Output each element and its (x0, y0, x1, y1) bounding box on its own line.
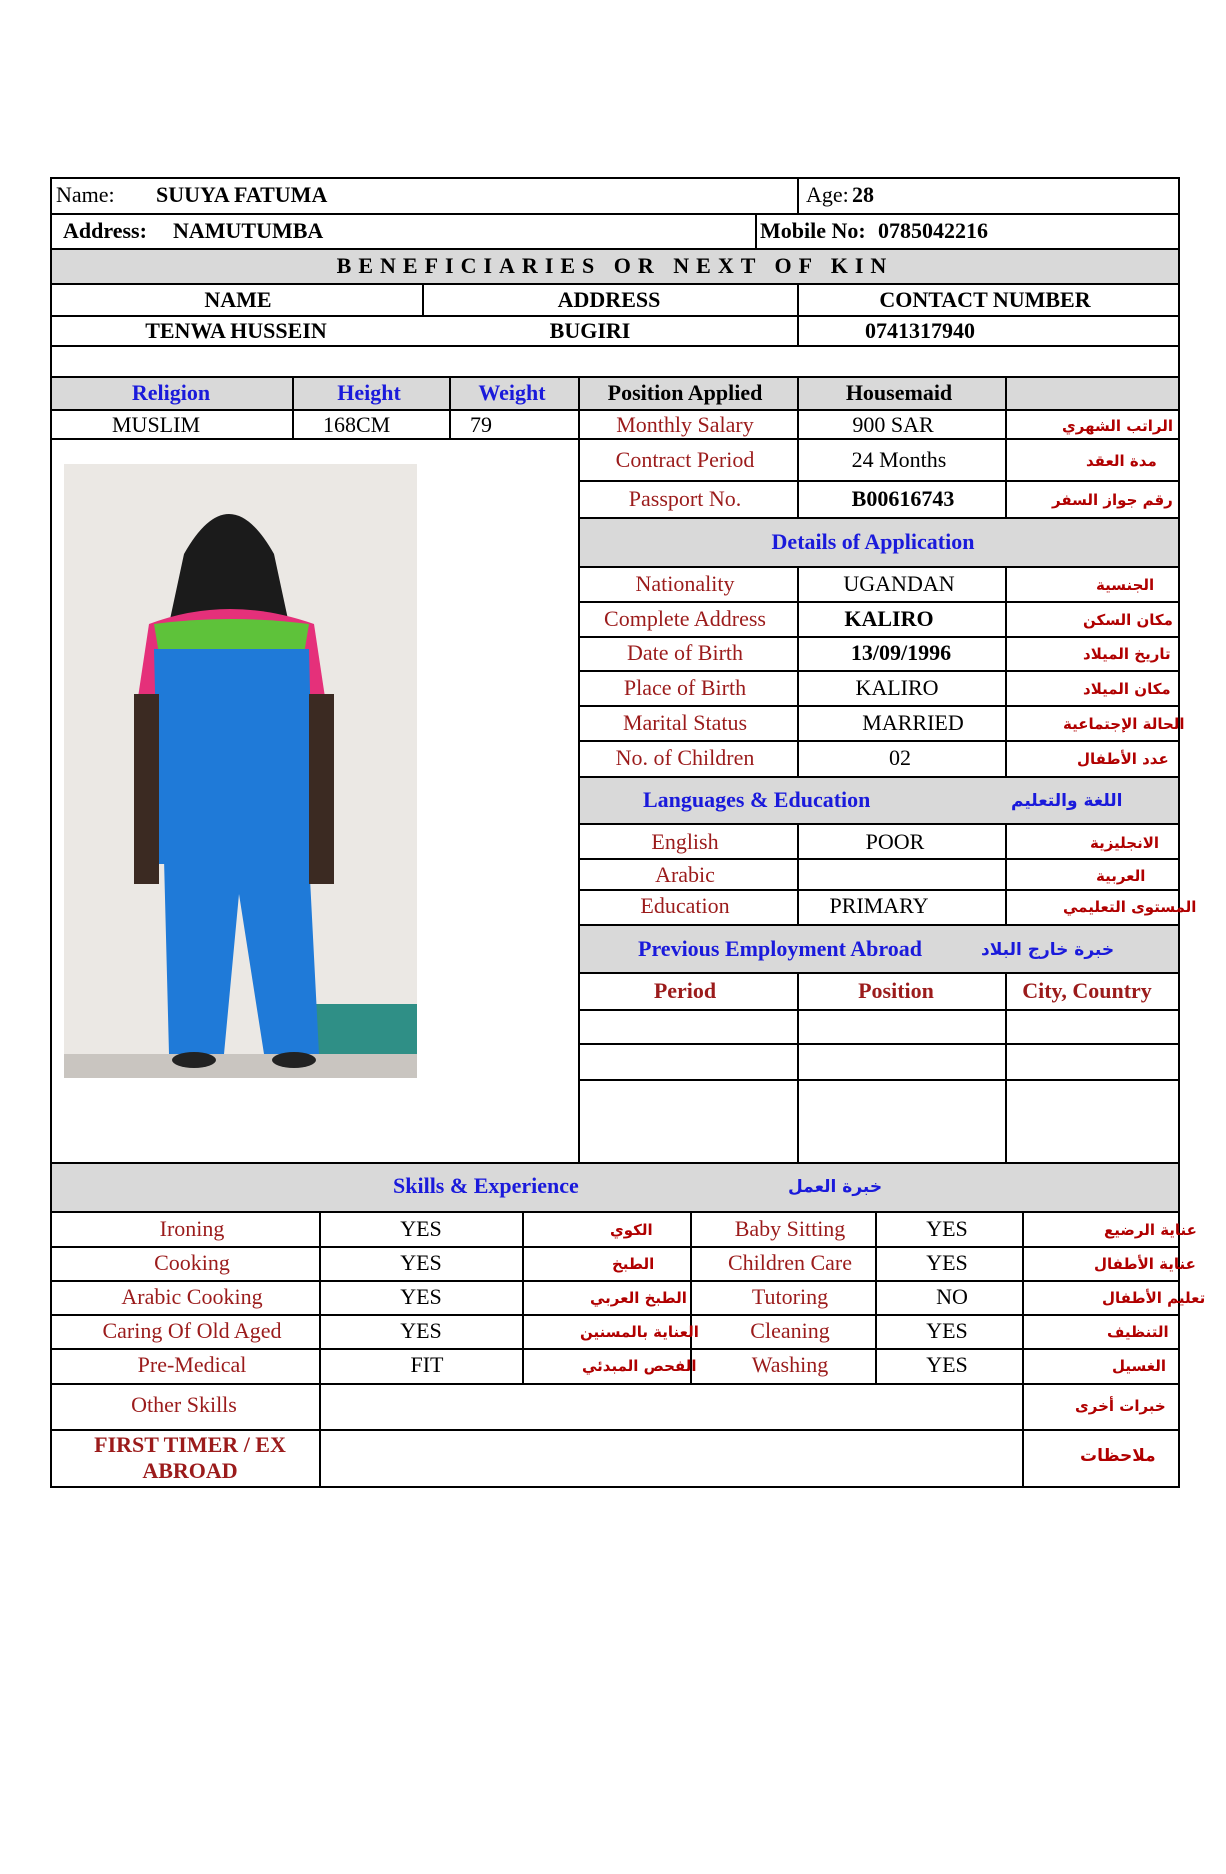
pob-label: Place of Birth (623, 675, 747, 700)
skill-ar: تعليم الأطفال (1102, 1289, 1206, 1307)
skill-value: YES (926, 1250, 968, 1275)
salary-ar: الراتب الشهري (1062, 417, 1173, 435)
skill-label: Cleaning (750, 1318, 830, 1343)
passport-ar: رقم جواز السفر (1052, 491, 1173, 509)
kin-col-address: ADDRESS (557, 287, 661, 312)
skill-value: FIT (410, 1352, 444, 1377)
marital-label: Marital Status (622, 710, 748, 735)
mobile-label: Mobile No: (760, 218, 866, 243)
age-value: 28 (852, 182, 874, 207)
education-value: PRIMARY (829, 893, 929, 918)
religion-label: Religion (131, 380, 211, 405)
languages-title: Languages & Education (643, 787, 871, 812)
nationality-ar: الجنسية (1096, 576, 1155, 594)
complete-address-value: KALIRO (844, 606, 934, 631)
skill-label: Tutoring (751, 1284, 829, 1309)
children-value: 02 (889, 745, 911, 770)
address-value: NAMUTUMBA (173, 218, 324, 243)
skill-ar: الفحص المبدئي (582, 1357, 697, 1375)
employment-col-period: Period (653, 978, 717, 1003)
english-label: English (651, 829, 719, 854)
employment-col-position: Position (858, 978, 934, 1003)
skill-label: Washing (751, 1352, 829, 1377)
weight-label: Weight (478, 380, 546, 405)
nationality-label: Nationality (635, 571, 735, 596)
age-label: Age: (806, 182, 849, 207)
skill-label: Ironing (159, 1216, 225, 1241)
skill-ar: التنظيف (1107, 1323, 1169, 1341)
skill-value: YES (926, 1352, 968, 1377)
languages-title-ar: اللغة والتعليم (1011, 791, 1123, 811)
salary-value: 900 SAR (852, 412, 934, 437)
employment-title-ar: خبرة خارج البلاد (981, 940, 1115, 960)
kin-name: TENWA HUSSEIN (145, 318, 327, 343)
skill-value: YES (926, 1216, 968, 1241)
other-skills-ar: خبرات أخرى (1075, 1397, 1166, 1415)
skill-label: Children Care (727, 1250, 853, 1275)
first-timer-label: FIRST TIMER / EX ABROAD (94, 1432, 286, 1483)
religion-value: MUSLIM (112, 412, 201, 437)
kin-title: BENEFICIARIES OR NEXT OF KIN (336, 253, 894, 278)
skill-value: YES (400, 1250, 442, 1275)
skill-ar: العناية بالمسنين (580, 1323, 699, 1341)
skill-label: Pre-Medical (137, 1352, 247, 1377)
skill-label: Baby Sitting (734, 1216, 846, 1241)
mobile-value: 0785042216 (878, 218, 988, 243)
marital-value: MARRIED (862, 710, 964, 735)
employment-col-city: City, Country (1022, 978, 1152, 1003)
skills-title: Skills & Experience (393, 1173, 579, 1198)
employment-title: Previous Employment Abroad (638, 936, 922, 961)
kin-address: BUGIRI (549, 318, 631, 343)
skill-ar: عناية الرضيع (1104, 1221, 1197, 1239)
other-skills-label: Other Skills (131, 1392, 237, 1417)
skill-ar: الطبخ العربي (590, 1289, 687, 1307)
pob-value: KALIRO (855, 675, 939, 700)
dob-value: 13/09/1996 (850, 640, 952, 665)
name-label: Name: (56, 182, 115, 207)
skill-ar: الغسيل (1112, 1357, 1167, 1375)
details-title: Details of Application (771, 529, 975, 554)
skill-label: Arabic Cooking (121, 1284, 263, 1309)
skill-label: Caring Of Old Aged (102, 1318, 282, 1343)
nationality-value: UGANDAN (843, 571, 955, 596)
arabic-ar: العربية (1096, 867, 1146, 885)
remarks-ar: ملاحظات (1080, 1446, 1156, 1466)
person-figure-icon (64, 464, 417, 1078)
skill-value: YES (400, 1284, 442, 1309)
kin-contact: 0741317940 (865, 318, 975, 343)
period-value: 24 Months (851, 447, 947, 472)
height-value: 168CM (323, 412, 391, 437)
dob-label: Date of Birth (626, 640, 744, 665)
education-ar: المستوى التعليمي (1063, 898, 1197, 916)
kin-col-contact: CONTACT NUMBER (879, 287, 1091, 312)
complete-address-label: Complete Address (604, 606, 766, 631)
period-ar: مدة العقد (1086, 452, 1157, 470)
name-value: SUUYA FATUMA (156, 182, 328, 207)
skill-value: YES (400, 1318, 442, 1343)
height-label: Height (337, 380, 401, 405)
education-label: Education (640, 893, 730, 918)
complete-address-ar: مكان السكن (1083, 611, 1173, 629)
weight-value: 79 (470, 412, 492, 437)
kin-col-name: NAME (204, 287, 272, 312)
skills-title-ar: خبرة العمل (788, 1177, 883, 1197)
skill-value: NO (936, 1284, 968, 1309)
pob-ar: مكان الميلاد (1083, 680, 1171, 698)
position-value: Housemaid (845, 380, 953, 405)
skill-value: YES (400, 1216, 442, 1241)
salary-label: Monthly Salary (616, 412, 754, 437)
dob-ar: تاريخ الميلاد (1083, 645, 1171, 663)
position-label: Position Applied (607, 380, 763, 405)
marital-ar: الحالة الإجتماعية (1063, 715, 1185, 733)
passport-label: Passport No. (628, 486, 742, 511)
passport-value: B00616743 (851, 486, 955, 511)
children-ar: عدد الأطفال (1077, 750, 1169, 768)
skill-label: Cooking (154, 1250, 230, 1275)
english-ar: الانجليزية (1090, 834, 1160, 852)
children-label: No. of Children (615, 745, 755, 770)
period-label: Contract Period (615, 447, 755, 472)
address-label: Address: (63, 218, 147, 243)
english-value: POOR (865, 829, 925, 854)
skill-value: YES (926, 1318, 968, 1343)
skill-ar: عناية الأطفال (1094, 1255, 1196, 1273)
applicant-photo (64, 464, 417, 1078)
skill-ar: الطبخ (612, 1255, 655, 1273)
skill-ar: الكوي (610, 1221, 653, 1239)
arabic-label: Arabic (655, 862, 715, 887)
